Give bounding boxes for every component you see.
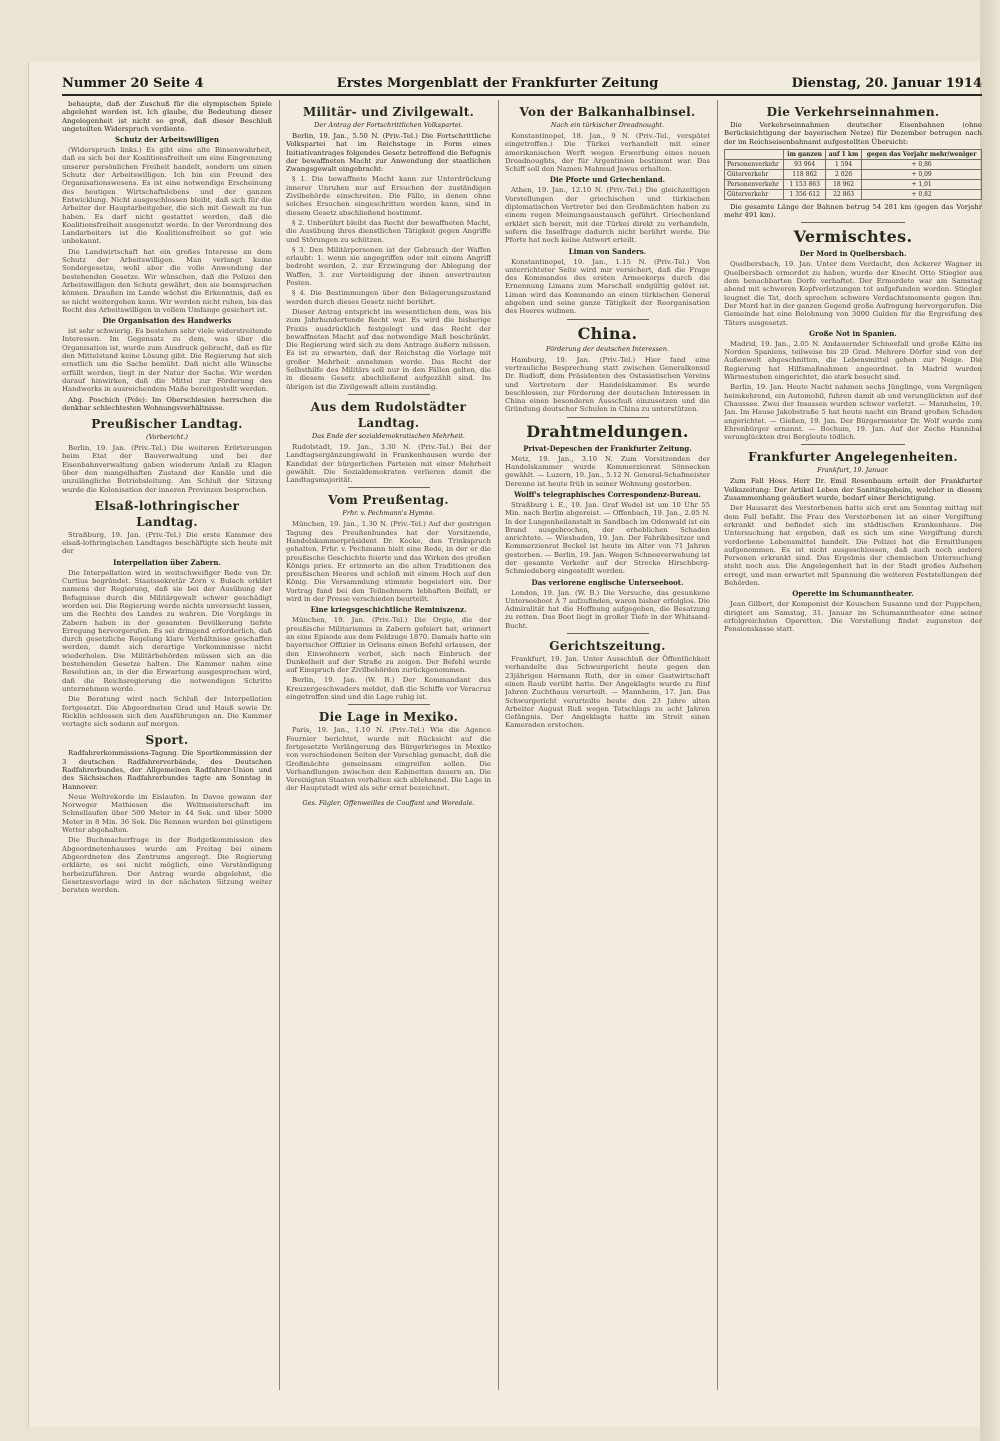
- col3-title-drahtmeldungen: Drahtmeldungen.: [526, 421, 689, 441]
- col2-footer-credit: Ges. Fägler, Offenweilles de Couffant und Woredale.: [302, 798, 475, 807]
- table-row: Personenverkehr 1 153 863 18 962 + 1,01: [725, 179, 982, 189]
- col3-title-balkan: Von der Balkanhalbinsel.: [519, 105, 696, 119]
- col4-dateline: Frankfurt, 19. Januar.: [817, 466, 889, 475]
- col2-title-mexiko: Die Lage in Mexiko.: [318, 710, 459, 725]
- column-1: behaupte, daß der Zuschuß für die olympischen Spiele abgelehnt worden ist. Ich glaube, die Bedeutung dieser Angelegenheit ist nicht so groß, daß dieser Beschluß ungeteilten Widerspruch verdiente. Schutz der Arbeitswilligen (Widerspruch links.) Es gibt eine alte Binsenwahrheit, daß es sich bei der Koalitionsfreiheit um eine Eingrenzung unserer persönlichen Freiheit handelt, sondern um einen Schutz der Arbeitswilligen. Ich bin ein Freund des Organisationswesens. Es ist eine notwendige Erscheinung des heutigen Wirtschaftslebens und der ganzen Entwicklung. Nicht ausgeschlossen bleibt, daß sich für die Arbeiter der Hauptarbeitgeber, die sich mit Gewalt zu tun haben. Es darf nicht gestattet werden, daß die Koalitionsfreiheit ausgenutzt werde. In der Verordnung des Landarbeiters ist die Koalitionsfreiheit so gut wie unbekannt. Die Landwirtschaft hat ein großes Interesse an dem Schutz der Arbeitswilligen. Man verlangt keine Sondergesetze, wohl aber die volle Anwendung der bestehenden Gesetze. Wir wünschen, daß die Polizei den Arbeitswilligen den Schutz gewährt, den sie beanspruchen können. Draußen im Lande wächst die Erkenntnis, daß es so nicht weitergehen kann. Wir werden nicht ruhen, bis das Recht des Arbeitswilligen in vollem Umfange gesichert ist. Die Organisation des Handwerks ist sehr schwierig. Es bestehen sehr viele widerstreitende Interessen. Im Gegensatz zu dem, was über die Organisation ist, wurde zum Ausdruck gebracht, daß es für den Mittelstand keine Lösung gibt. Die Regierung hat sich ernstlich um die Sache bemüht. Daß nicht alle Wünsche erfüllt werden, liegt in der Natur der Sache. Wir werden darauf hinwirken, daß die Mittel zur Förderung des Handwerks in ausreichendem Maße bereitgestellt werden. Abg. Poschich (Pole): Im Oberschlesien herrschen die denkbar schlechtesten Wohnungsverhältnisse. Preußischer Landtag. (Vorbericht.) Berlin, 19. Jan. (Priv.-Tel.) Die weiteren Erörterungen beim Etat der Bauverwaltung und bei der Eisenbahnverwaltung gaben wiederum Anlaß zu Klagen über den mangelhaften Zustand der Kanäle und die unzulängliche Betriebsleitung. Am Schluß der Sitzung wurde die Kolonisation der inneren Provinzen besprochen. Elsaß-lothringischer Landtag. Straßburg, 19. Jan. (Priv.-Tel.) Die erste Kammer des elsaß-lothringischen Landtages beschäftigte sich heute mit der Interpellation über Zabern. Die Interpellation wird in weitschweifiger Rede von Dr. Curtius begründet. Staatssekretär Zorn v. Bulach erklärt namens der Regierung, daß sie bei der Ausübung der Befugnisse durch die Militärgewalt schwer geschädigt worden sei. Die Regierung werde nichts unversucht lassen, um die Rechte des Landes zu wahren. Die Vorgänge in Zabern haben in der gesamten Bevölkerung tiefste Erregung hervorgerufen. Es sei dringend erforderlich, daß durch gesetzliche Regelung klare Verhältnisse geschaffen werden, damit sich derartige Vorkommnisse nicht wiederholen. Die Militärbehörden müssen sich an die bestehenden Gesetze halten. Die Kammer nahm eine Resolution an, in der die Erwartung ausgesprochen wird, daß die Reichsregierung die notwendigen Schritte unternehmen werde. Die Beratung wird nach Schluß der Interpellation fortgesetzt. Die Abgeordneten Grad und Hauß sowie Dr. Ricklin schlossen sich den Ausführungen an. Die Kammer vertagte sich sodann auf morgen. Sport. Radfahrerkommissions-Tagung. Die Sportkommission der 3 deutschen Radfahrerverbände, des Deutschen Radfahrerbundes, der Allgemeinen Radfahrer-Union und des Sächsischen Radfahrerbundes tagte am Sonntag in Hannover. Neue Weltrekorde im Eislaufen. In Davos gewann der Norweger Mathiesen die Weltmeisterschaft im Schnellaufen über 500 Meter in 44 Sek. und über 5000 Meter in 8 Min. 36 Sek. Die Rennen wurden bei günstigem Wetter abgehalten. Die Buchmacherfrage in der Budgetkommission des Abgeordnetenhauses wurde am Freitag bei einem Abgeordneten des Zentrums angeregt. Die Regierung erklärte, es sei nicht möglich, eine Verständigung herbeizuführen. Der Antrag wurde abgelehnt, die Gesetzesvorlage wird in der nächsten Sitzung weiter beraten werden.: [62, 100, 272, 895]
- col2-rule: [348, 394, 430, 395]
- header-masthead: Erstes Morgenblatt der Frankfurter Zeitung: [336, 75, 659, 91]
- col2-sub-rudolstadt: Das Ende der sozialdemokratischen Mehrheit.: [312, 431, 465, 440]
- col1-title-elsass-landtag: Elsaß-lothringischer Landtag.: [94, 498, 240, 529]
- col2-title-rudolstadt: Aus dem Rudolstädter Landtag.: [310, 399, 467, 430]
- col1-title-preussischer-landtag: Preußischer Landtag.: [91, 417, 243, 432]
- col2-sub-pechmann: Frhr. v. Pechmann's Hymne.: [342, 509, 435, 518]
- col1-sub-zabern: Interpellation über Zabern.: [113, 557, 221, 567]
- col2-lead: Berlin, 19. Jan., 5.50 N. (Priv.-Tel.) Die Fortschrittliche Volkspartei hat im Reichstage in Form eines Initiativantrages folgendes Gesetz betreffend die Befugnis der bewaffneten Macht zur Anwendung der staatlichen Zwangsgewalt eingebracht:: [286, 132, 491, 174]
- col2-title-militaer: Militär- und Zivilgewalt.: [302, 105, 475, 119]
- header-rule: [62, 94, 982, 96]
- column-rule-2: [498, 100, 499, 1390]
- table-header-cell: im ganzen: [784, 149, 826, 159]
- revenue-table: [724, 149, 982, 200]
- col3-sub-china: Förderung der deutschen Interessen.: [545, 344, 670, 353]
- col4-title-vermischtes: Vermischtes.: [793, 227, 913, 247]
- column-4: Die Verkehrseinnahmen. Die Verkehrseinnahmen deutscher Eisenbahnen (ohne Berücksichtigung der bayerischen Netze) für Dezember betrugen nach der im Reichseisenbahnamt aufgestellten Übersicht: im ganzen auf 1 km gegen das Vorjahr mehr/weniger Personenverkehr 93 964 1 594 + 0,86 Güterverkehr 118 862 2 026 + 0,09 Personenverkehr 1 153 863 18 962 + 1,01 Güterverkehr 1 356 612 22 863 + 0,82 Die gesamte Länge der Bahnen betrug 54 281 km (gegen das Vorjahr mehr 491 km). Vermischtes. Der Mord in Quelbersbach. Quelbersbach, 19. Jan. Unter dem Verdacht, den Ackerer Wagner in Quelbersbach ermordet zu haben, wurde der Knecht Otto Stiegler aus dem benachbarten Dorfe verhaftet. Der Ermordete war am Samstag abend mit schweren Kopfverletzungen tot aufgefunden worden. Stiegler leugnet die Tat, doch sprechen schwere Verdachtsmomente gegen ihn. Der Mord hat in der ganzen Gegend große Aufregung hervorgerufen. Die Gemeinde hat eine Belohnung von 3000 Gulden für die Ergreifung des Täters ausgesetzt. Große Not in Spanien. Madrid, 19. Jan., 2.05 N. Andauernder Schneefall und große Kälte im Norden Spaniens, teilweise bis 20 Grad. Mehrere Dörfer sind von der Außenwelt abgeschnitten, die Lebensmittel gehen zur Neige. Die Regierung hat Hilfsmaßnahmen angeordnet. In Madrid wurden Wärmestuben eingerichtet, die stark besucht sind. Berlin, 19. Jan. Heute Nacht nahmen sechs Jünglinge, vom Vergnügen heimkehrend, ein Automobil, fuhren damit ab und verunglückten auf der Chaussee. Zwei der Insassen wurden schwer verletzt. — Mannheim, 19. Jan. Im Hause Jakobstraße 5 hat heute nacht ein Brand großen Schaden angerichtet. — Gießen, 19. Jan. Der Bürgermeister Dr. Wolf wurde zum Ehrenbürger ernannt. — Bochum, 19. Jan. Auf der Zeche Hannibal verunglückten drei Bergleute tödlich. Frankfurter Angelegenheiten. Frankfurt, 19. Januar. Zum Fall Hoss. Herr Dr. Emil Rosenbaum erteilt der Frankfurter Volkszeitung: Der Artikel Leben der Sanitätsgeheim, welcher in diesem Zusammenhang geäußert wurde, bedarf einer Berichtigung. Der Hausarzt des Verstorbenen hatte sich erst am Sonntag mittag mit dem Fall befaßt. Die Frau des Verstorbenen ist an einer Vergiftung erkrankt und befindet sich im städtischen Krankenhaus. Die Untersuchung hat ergeben, daß es sich um eine Vergiftung durch verdorbene Lebensmittel handelt. Die Polizei hat die Ermittlungen aufgenommen. Es ist nicht ausgeschlossen, daß auch noch andere Personen erkrankt sind. Das Ergebnis der chemischen Untersuchung steht noch aus. Die Angelegenheit hat in der Stadt großes Aufsehen erregt, und man erwartet mit Spannung die weiteren Feststellungen der Behörden. Operette im Schumanntheater. Jean Gilbert, der Komponist der Keuschen Susanne und der Puppchen, dirigiert am Samstag, 31. Januar im Schumanntheater eine seiner erfolgreichsten Operetten. Die Vorstellung findet zugunsten der Pensionskasse statt.: [724, 105, 982, 634]
- col4-table-note: Die gesamte Länge der Bahnen betrug 54 281 km (gegen das Vorjahr mehr 491 km).: [724, 202, 982, 220]
- col3-sub-wolff: Wolff's telegraphisches Correspondenz-Bureau.: [514, 489, 701, 499]
- table-row: Güterverkehr 118 862 2 026 + 0,09: [725, 169, 982, 179]
- col1-sign: Abg. Poschich (Pole): Im Oberschlesien herrschen die denkbar schlechtesten Wohnungsverhältnisse.: [62, 395, 272, 412]
- col4-sub-mord: Der Mord in Quelbersbach.: [799, 249, 907, 259]
- col3-sub-privat-depeschen: Privat-Depeschen der Frankfurter Zeitung.: [523, 443, 692, 453]
- col1-intro: behaupte, daß der Zuschuß für die olympischen Spiele abgelehnt worden ist. Ich glaube, die Bedeutung dieser Angelegenheit ist nicht so groß, daß dieser Beschluß ungeteilten Widerspruch verdiente.: [62, 100, 272, 133]
- col3-item-liman: Liman von Sanders.: [568, 246, 647, 256]
- scan-edge-shadow: [980, 0, 1000, 1441]
- col4-title-frankfurt: Frankfurter Angelegenheiten.: [748, 450, 958, 465]
- col4-item-operette: Operette im Schumanntheater.: [792, 589, 914, 599]
- table-header-cell: [725, 149, 784, 159]
- col3-item-unterseeboot: Das verlorene englische Unterseeboot.: [531, 577, 684, 587]
- column-rule-1: [279, 100, 280, 1390]
- col1-title-sport: Sport.: [145, 733, 189, 748]
- table-header-cell: gegen das Vorjahr mehr/weniger: [862, 149, 982, 159]
- col3-sub-dreadnought: Nach ein türkischer Dreadnought.: [550, 121, 665, 129]
- col2-sub-antrag: Der Antrag der Fortschrittlichen Volkspartei.: [314, 121, 463, 129]
- col2-item-reminiszenz: Eine kriegsgeschichtliche Reminiszenz.: [310, 605, 467, 615]
- table-row: Personenverkehr 93 964 1 594 + 0,86: [725, 159, 982, 169]
- col1-sub-vorbericht: (Vorbericht.): [146, 433, 188, 442]
- col3-title-gericht: Gerichtszeitung.: [549, 639, 666, 654]
- col1-sport-text: Radfahrerkommissions-Tagung. Die Sportkommission der 3 deutschen Radfahrerverbände, des Deutschen Radfahrerbundes, der Allgemeinen Radfahrer-Union und des Sächsischen Radfahrerbundes tagte am Sonntag in Hannover.: [62, 749, 272, 791]
- column-rule-3: [717, 100, 718, 1390]
- column-3: Von der Balkanhalbinsel. Nach ein türkischer Dreadnought. Konstantinopel, 18. Jan., 9 N. (Priv.-Tel., verspätet eingetroffen.) Die Türkei verhandelt mit einer amerikanischen Werft wegen Erwerbung eines neuen Dreadnoughts, der für Argentinien bestimmt war. Das Schiff soll den Namen Mahmud Jawus erhalten. Die Pforte und Griechenland. Athen, 19. Jan., 12.10 N. (Priv.-Tel.) Die gleichzeitigen Vorstellungen der griechischen und türkischen diplomatischen Vertreter bei den Großmächten haben zu einem regen Meinungsaustausch geführt. Griechenland erklärt sich bereit, mit der Türkei direkt zu verhandeln, sofern die Inselfrage dadurch nicht berührt werde. Die Pforte hat noch keine Antwort erteilt. Liman von Sanders. Konstantinopel, 19. Jan., 1.15 N. (Priv.-Tel.) Von unterrichteter Seite wird mir versichert, daß die Frage des Kommandos des ersten Armeekorps durch die Ernennung Limans zum Marschall endgültig gelöst ist. Liman wird das Kommando an einen türkischen General abgeben und seine ganze Tätigkeit der Reorganisation des Heeres widmen. China. Förderung der deutschen Interessen. Hamburg, 19. Jan. (Priv.-Tel.) Hier fand eine vertrauliche Besprechung statt zwischen Generalkonsul Dr. Rudloff, dem Präsidenten des Ostasiatischen Vereins und Vertretern der Handelskammer. Es wurde beschlossen, zur Förderung der deutschen Interessen in China einen besonderen Ausschuß einzusetzen und die Gründung deutscher Schulen in China zu unterstützen. Drahtmeldungen. Privat-Depeschen der Frankfurter Zeitung. Metz, 19. Jan., 3.10 N. Zum Vorsitzenden der Handelskammer wurde Kommerzienrat Sönnecken gewählt. — Luzern, 19. Jan., 5.12 N. General-Schafmeister Derenne ist heute früh in seiner Wohnung gestorben. Wolff's telegraphisches Correspondenz-Bureau. Straßburg i. E., 19. Jan. Graf Wedel ist um 10 Uhr 55 Min. nach Berlin abgereist. — Offenbach, 19. Jan., 2.05 N. In der Lungenheilanstalt in Sandbach im Odenwald ist ein Brand ausgebrochen, der erheblichen Schaden anrichtete. — Wiesbaden, 19. Jan. Der Fabrikbesitzer und Kommerzienrat Beckel ist heute im Alter von 71 Jahren gestorben. — Berlin, 19. Jan. Wegen Schneeverwehung ist der gesamte Verkehr auf der Strecke Hirschberg-Schmiedeberg eingestellt worden. Das verlorene englische Unterseeboot. London, 19. Jan. (W. B.) Die Versuche, das gesunkene Unterseeboot A 7 aufzufinden, waren bisher erfolglos. Die Admiralität hat die Hoffnung aufgegeben, die Besatzung zu retten. Das Boot liegt in großer Tiefe in der Whitsand-Bucht. Gerichtszeitung. Frankfurt, 19. Jan. Unter Ausschluß der Öffentlichkeit verhandelte das Schwurgericht heute gegen den 23jährigen Hermann Ruth, der in einer Gastwirtschaft einen Raub verübt hatte. Der Angeklagte wurde zu fünf Jahren Zuchthaus verurteilt. — Mannheim, 17. Jan. Das Schwurgericht verurteilte heute den 23 Jahre alten Arbeiter August Ruß wegen Totschlags zu acht Jahren Gefängnis. Der Angeklagte hatte im Streit einen Kameraden erstochen.: [505, 105, 710, 730]
- header-issue-page: Nummer 20 Seite 4: [62, 75, 204, 91]
- col1-sub-arbeitswillige: Schutz der Arbeitswilligen: [114, 135, 219, 145]
- col4-lead-frankfurt: Zum Fall Hoss. Herr Dr. Emil Rosenbaum erteilt der Frankfurter Volkszeitung: Der Artikel Leben der Sanitätsgeheim, welcher in diesem Zusammenhang geäußert wurde, bedarf einer Berichtigung.: [724, 477, 982, 503]
- table-row: Güterverkehr 1 356 612 22 863 + 0,82: [725, 189, 982, 199]
- col3-item-pforte: Die Pforte und Griechenland.: [549, 175, 666, 185]
- column-2: Militär- und Zivilgewalt. Der Antrag der Fortschrittlichen Volkspartei. Berlin, 19. Jan., 5.50 N. (Priv.-Tel.) Die Fortschrittliche Volkspartei hat im Reichstage in Form eines Initiativantrages folgendes Gesetz betreffend die Befugnis der bewaffneten Macht zur Anwendung der staatlichen Zwangsgewalt eingebracht: § 1. Die bewaffnete Macht kann zur Unterdrückung innerer Unruhen nur auf Ersuchen der zuständigen Zivilbehörde einschreiten. Die Fälle, in denen ohne solches Ersuchen eingeschritten werden kann, sind in diesem Gesetz abschließend bestimmt. § 2. Unberührt bleibt das Recht der bewaffneten Macht, die Ausübung ihres dienstlichen Tätigkeit gegen Angriffe und Störungen zu schützen. § 3. Den Militärpersonen ist der Gebrauch der Waffen erlaubt: 1. wenn sie angegriffen oder mit einem Angriff bedroht werden, 2. zur Erzwingung der Ablegung der Waffen, 3. zur Verteidigung der ihnen anvertrauten Posten. § 4. Die Bestimmungen über den Belagerungszustand werden durch dieses Gesetz nicht berührt. Dieser Antrag entspricht im wesentlichen dem, was bis zum Jahrhundertende Recht war. Es wird die bisherige Praxis ausdrücklich festgelegt und das Recht der bewaffneten Macht auf das notwendige Maß beschränkt. Die Regierung wird sich zu dem Antrage äußern müssen. Es ist zu erwarten, daß der Reichstag die Vorlage mit großer Mehrheit annehmen werde. Das Recht der Selbsthilfe des Militärs soll nur in den Fällen gelten, die in diesem Gesetz abschließend aufgezählt sind. Im übrigen ist die Zivilgewalt allein zuständig. Aus dem Rudolstädter Landtag. Das Ende der sozialdemokratischen Mehrheit. Rudolstadt, 19. Jan., 3.30 N. (Priv.-Tel.) Bei der Landtagsergänzungswahl in Frankenhausen wurde der Kandidat der bürgerlichen Parteien mit einer Mehrheit gewählt. Die Sozialdemokraten verlieren damit die Landtagsmajorität. Vom Preußentag. Frhr. v. Pechmann's Hymne. München, 19. Jan., 1.30 N. (Priv.-Tel.) Auf der gestrigen Tagung des Preußenbundes hat der Vorsitzende, Handelskammerpräsident Dr. Kocke, den Trinkspruch gehalten. Frhr. v. Pechmann hielt eine Rede, in der er die preußische Geschichte feierte und das Wirken des großen Königs pries. Er erinnerte an die alten Traditionen des preußischen Heeres und schloß mit einem Hoch auf den König. Die Versammlung stimmte begeistert ein. Der Vortrag fand bei den Teilnehmern lebhaften Beifall, er wird in der Presse verschieden beurteilt. Eine kriegsgeschichtliche Reminiszenz. München, 19. Jan. (Priv.-Tel.) Die Orgie, die der preußische Militarismus in Zabern gefeiert hat, erinnert an eine Episode aus dem Feldzuge 1870. Damals hatte ein bayerischer Offizier in Orleans einen Befehl erlassen, der den Einwohnern verbot, sich nach Einbruch der Dunkelheit auf der Straße zu zeigen. Der Befehl wurde auf Einspruch der Zivilbehörden zurückgenommen. Berlin, 19. Jan. (W. B.) Der Kommandant des Kreuzergeschwaders meldet, daß die Schiffe vor Veracruz eingetroffen sind und die Lage ruhig ist. Die Lage in Mexiko. Paris, 19. Jan., 1.10 N. (Priv.-Tel.) Wie die Agence Fournier berichtet, wurde mit Rücksicht auf die fortgesetzte Verlängerung des Bürgerkrieges in Mexiko von verschiedenen Seiten der Vorschlag gemacht, daß die Großmächte gemeinsam eingreifen sollen. Die Verhandlungen zwischen den Kabinetten dauern an. Die Vereinigten Staaten verhalten sich ablehnend. Die Lage in der Hauptstadt wird als sehr ernst bezeichnet. Ges. Fägler, Offenweilles de Couffant und Woredale.: [286, 105, 491, 807]
- col4-item-spanien: Große Not in Spanien.: [809, 328, 897, 338]
- col4-lead: Die Verkehrseinnahmen deutscher Eisenbahnen (ohne Berücksichtigung der bayerischen Netze) für Dezember betrugen nach der im Reichseisenbahnamt aufgestellten Übersicht:: [724, 121, 982, 146]
- col4-title-verkehr: Die Verkehrseinnahmen.: [766, 105, 940, 119]
- page-header: [62, 72, 982, 94]
- revenue-table-header: [725, 149, 982, 159]
- col3-title-china: China.: [577, 323, 638, 343]
- header-date: Dienstag, 20. Januar 1914: [791, 75, 982, 91]
- scan-margin: [0, 0, 1000, 60]
- col2-title-preussentag: Vom Preußentag.: [328, 493, 449, 508]
- col1-body-text: (Widerspruch links.) Es gibt eine alte Binsenwahrheit, daß es sich bei der Koalitionsfreiheit um eine Eingrenzung unserer persönlichen Freiheit handelt, sondern um einen Schutz der Arbeitswilligen. Ich bin ein Freund des Organisationswesens. Es ist eine notwendige Erscheinung des heutigen Wirtschaftslebens und der ganzen Entwicklung. Nicht ausgeschlossen bleibt, daß sich für die Arbeiter der Hauptarbeitgeber, die sich mit Gewalt zu tun haben. Es darf nicht gestattet werden, daß die Koalitionsfreiheit ausgenutzt werde. In der Verordnung des Landarbeiters ist die Koalitionsfreiheit so gut wie unbekannt.: [62, 146, 272, 246]
- table-header-cell: auf 1 km: [825, 149, 861, 159]
- col1-sub-handwerk: Die Organisation des Handwerks: [102, 316, 232, 326]
